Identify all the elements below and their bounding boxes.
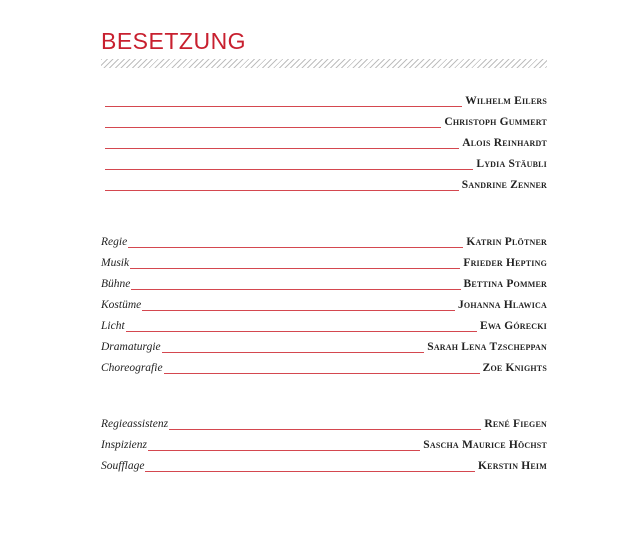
team-list bbox=[101, 230, 547, 377]
leader-line bbox=[105, 190, 459, 191]
leader-line bbox=[126, 331, 477, 332]
person-name: Ewa Górecki bbox=[479, 319, 547, 332]
team-row bbox=[101, 272, 547, 293]
hatched-divider bbox=[101, 59, 547, 68]
assistance-row bbox=[101, 454, 547, 475]
cast-row bbox=[101, 173, 547, 194]
person-name: Christoph Gummert bbox=[444, 115, 547, 128]
person-name: Sarah Lena Tzscheppan bbox=[427, 340, 547, 353]
person-name: Frieder Hepting bbox=[463, 256, 547, 269]
team-row bbox=[101, 356, 547, 377]
leader-line bbox=[164, 373, 480, 374]
person-name: Wilhelm Eilers bbox=[465, 94, 547, 107]
leader-line bbox=[105, 106, 462, 107]
cast-row bbox=[101, 131, 547, 152]
assistance-list bbox=[101, 412, 547, 475]
assistance-row bbox=[101, 412, 547, 433]
leader-line bbox=[142, 310, 455, 311]
role-label: Regieassistenz bbox=[101, 417, 169, 430]
person-name: Sascha Maurice Höchst bbox=[423, 438, 547, 451]
leader-line bbox=[131, 289, 460, 290]
team-row bbox=[101, 251, 547, 272]
leader-line bbox=[105, 127, 441, 128]
leader-line bbox=[128, 247, 463, 248]
person-name: Kerstin Heim bbox=[478, 459, 547, 472]
leader-line bbox=[145, 471, 475, 472]
leader-line bbox=[130, 268, 460, 269]
role-label: Kostüme bbox=[101, 298, 142, 311]
leader-line bbox=[105, 148, 459, 149]
person-name: Zoe Knights bbox=[482, 361, 547, 374]
leader-line bbox=[169, 429, 481, 430]
role-label: Soufflage bbox=[101, 459, 145, 472]
role-label: Bühne bbox=[101, 277, 131, 290]
cast-row bbox=[101, 110, 547, 131]
role-label: Musik bbox=[101, 256, 130, 269]
person-name: Alois Reinhardt bbox=[462, 136, 547, 149]
team-row bbox=[101, 230, 547, 251]
person-name: Sandrine Zenner bbox=[461, 178, 547, 191]
person-name: Katrin Plötner bbox=[466, 235, 547, 248]
role-label: Regie bbox=[101, 235, 128, 248]
role-label: Choreografie bbox=[101, 361, 163, 374]
leader-line bbox=[148, 450, 420, 451]
leader-line bbox=[162, 352, 425, 353]
cast-list bbox=[101, 89, 547, 194]
person-name: Bettina Pommer bbox=[463, 277, 547, 290]
team-row bbox=[101, 293, 547, 314]
person-name: Johanna Hlawica bbox=[457, 298, 547, 311]
role-label: Dramaturgie bbox=[101, 340, 161, 353]
leader-line bbox=[105, 169, 473, 170]
assistance-row bbox=[101, 433, 547, 454]
page-title: BESETZUNG bbox=[101, 28, 247, 54]
team-row bbox=[101, 314, 547, 335]
person-name: Lydia Stäubli bbox=[476, 157, 547, 170]
role-label: Inspizienz bbox=[101, 438, 147, 451]
role-label: Licht bbox=[101, 319, 125, 332]
team-row bbox=[101, 335, 547, 356]
cast-row bbox=[101, 89, 547, 110]
person-name: René Fiegen bbox=[484, 417, 547, 430]
cast-row bbox=[101, 152, 547, 173]
